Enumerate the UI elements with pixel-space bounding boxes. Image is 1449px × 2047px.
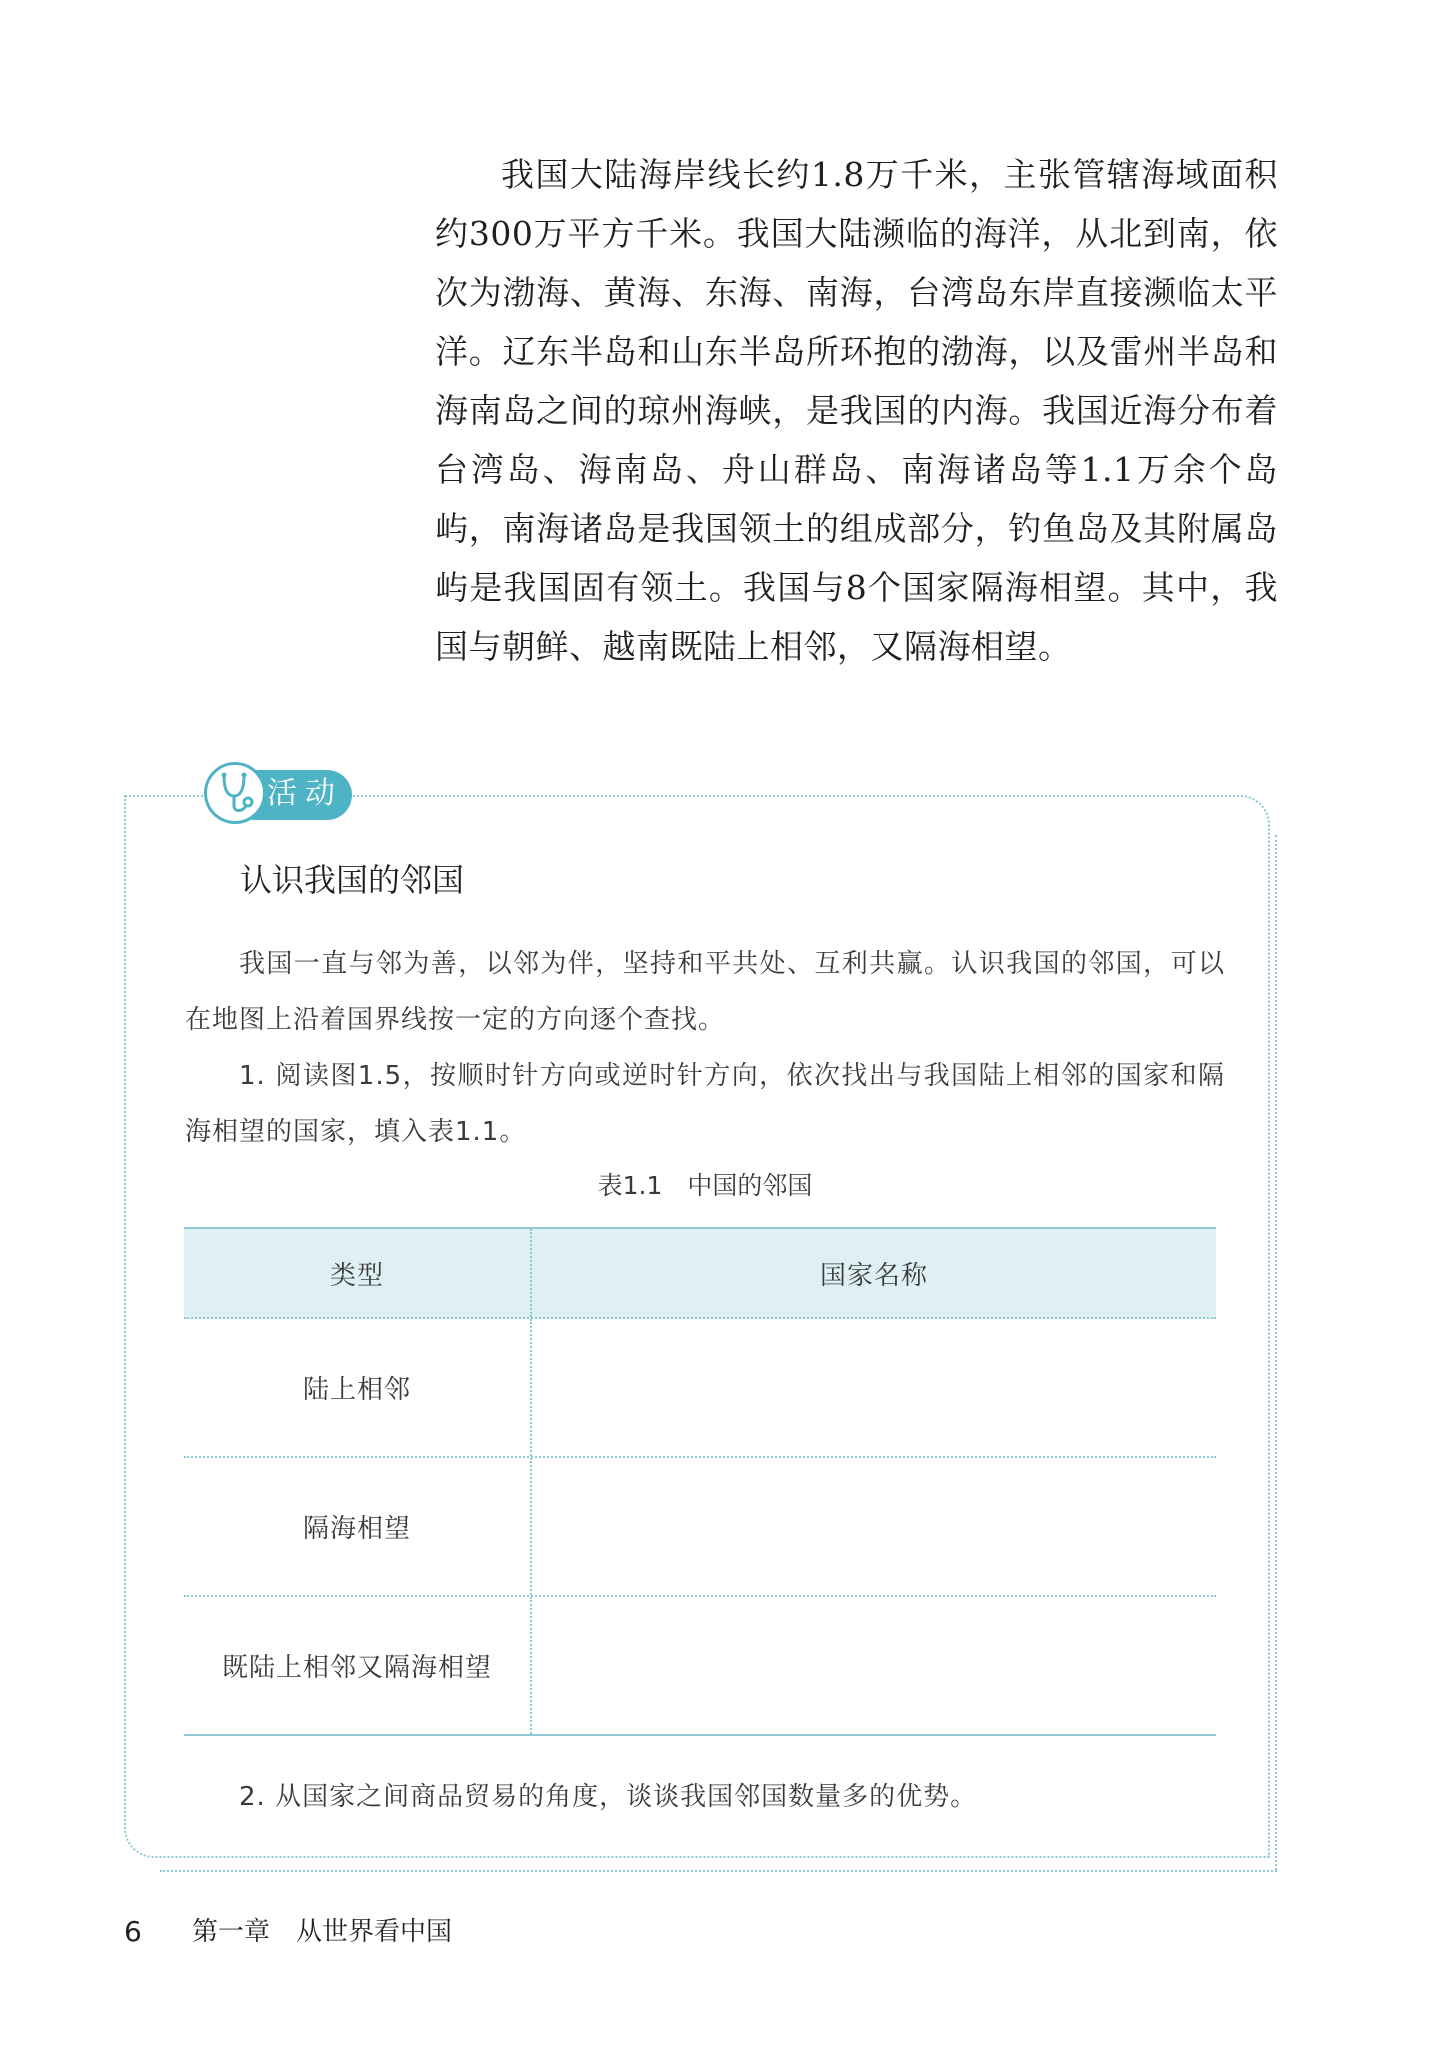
activity-question-1: 1. 阅读图1.5，按顺时针方向或逆时针方向，依次找出与我国陆上相邻的国家和隔海相望的国家，填入表1.1。: [185, 1061, 1225, 1147]
activity-title: 认识我国的邻国: [240, 861, 465, 899]
stethoscope-icon: [208, 766, 262, 820]
page-number: 6: [124, 1915, 142, 1948]
activity-badge-label: 活动: [267, 776, 343, 811]
table-row: [184, 1319, 1216, 1458]
activity-box-shadow-bottom: [160, 1870, 1277, 1872]
neighbor-table: [184, 1227, 1216, 1736]
activity-badge: [204, 760, 352, 824]
chapter-title: 第一章 从世界看中国: [192, 1917, 453, 1947]
row-type-both: 既陆上相邻又隔海相望: [184, 1597, 532, 1734]
activity-box-shadow-right: [1275, 835, 1277, 1870]
row-names-sea[interactable]: [532, 1458, 1216, 1595]
row-names-land[interactable]: [532, 1319, 1216, 1456]
row-names-both[interactable]: [532, 1597, 1216, 1734]
table-header-type: 类型: [184, 1229, 532, 1317]
table-caption: 表1.1 中国的邻国: [597, 1171, 813, 1200]
table-header-names: 国家名称: [819, 1260, 928, 1291]
table-row: [184, 1597, 1216, 1736]
row-type-land: 陆上相邻: [184, 1319, 532, 1456]
row-type-sea: 隔海相望: [184, 1458, 532, 1595]
table-header-row: [184, 1227, 1216, 1319]
activity-question-2: 2. 从国家之间商品贸易的角度，谈谈我国邻国数量多的优势。: [239, 1782, 978, 1812]
table-row: [184, 1458, 1216, 1597]
activity-intro: 我国一直与邻为善，以邻为伴，坚持和平共处、互利共赢。认识我国的邻国，可以在地图上沿着国界线按一定的方向逐个查找。: [185, 949, 1225, 1035]
body-paragraph: 我国大陆海岸线长约1.8万千米，主张管辖海域面积约300万平方千米。我国大陆濒临的海洋，从北到南，依次为渤海、黄海、东海、南海，台湾岛东岸直接濒临太平洋。辽东半岛和山东半岛所环抱的渤海，以及雷州半岛和海南岛之间的琼州海峡，是我国的内海。我国近海分布着台湾岛、海南岛、舟山群岛、南海诸岛等1.1万余个岛屿，南海诸岛是我国领土的组成部分，钓鱼岛及其附属岛屿是我国固有领土。我国与8个国家隔海相望。其中，我国与朝鲜、越南既陆上相邻，又隔海相望。: [435, 155, 1278, 666]
